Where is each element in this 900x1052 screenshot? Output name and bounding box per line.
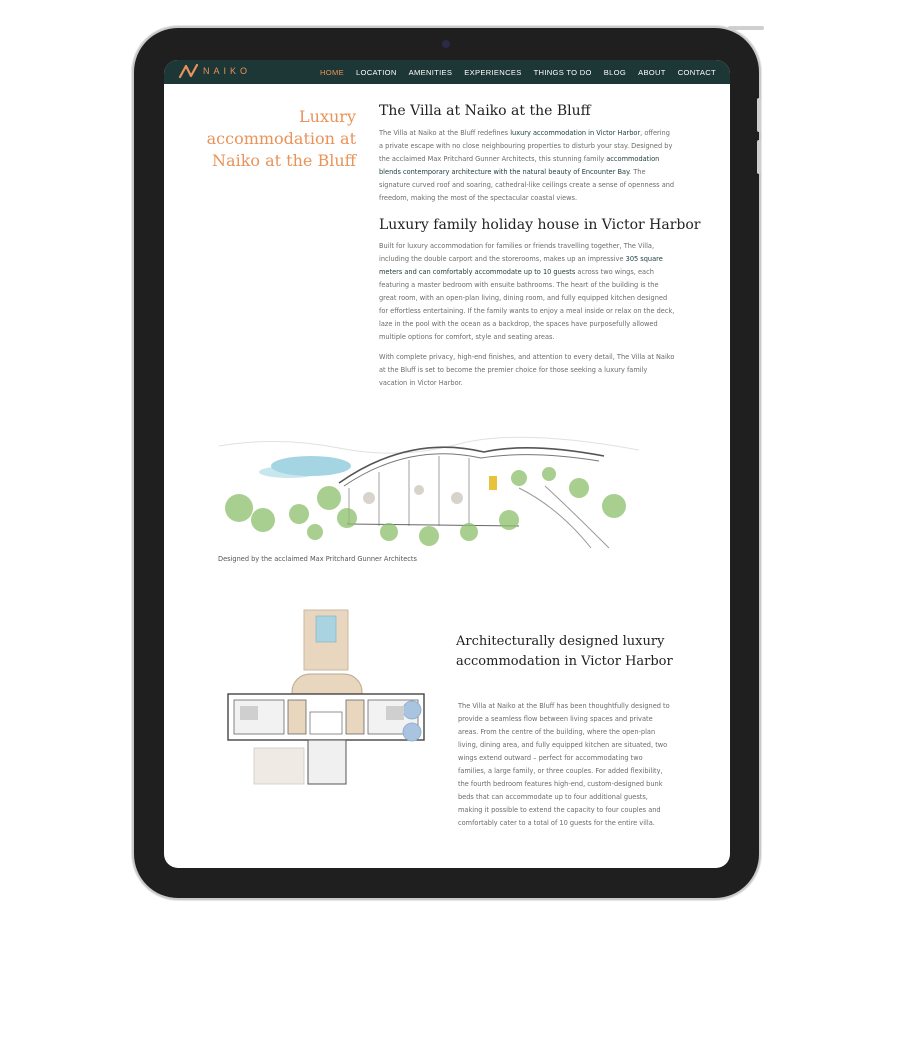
nav-item-location[interactable]: LOCATION [355, 67, 397, 77]
design-paragraph: The Villa at Naiko at the Bluff has been thoughtfully designed to provide a seamless flow between living spaces and private areas. From the centre of the building, where the open-plan living, dining area, and fully equipped kitchen are situated, two wings extend outward – perfect for accommodating two families, a large family, or three couples. For added flexibility, the fourth bedroom features high-end, custom-designed bunk beds that can accommodate up to four additional guests, making it possible to extend the capacity to four couples and comfortably cater to a total of 10 guests for the entire villa. [458, 702, 670, 827]
family-paragraph-2: With complete privacy, high-end finishes, and attention to every detail, The Villa at Naiko at the Bluff is set to become the premier choice for those seeking a luxury family vacation in Victor Harbor. [379, 353, 675, 387]
main-menu [320, 60, 716, 84]
nav-item-home[interactable]: HOME [319, 67, 344, 77]
nav-item-contact[interactable]: CONTACT [677, 67, 716, 77]
family-title: Luxury family holiday house in Victor Harbor [379, 217, 701, 233]
nav-item-about[interactable]: ABOUT [638, 67, 666, 77]
text-run: The Villa at Naiko at the Bluff redefines [379, 129, 511, 137]
text-run: . The signature curved roof and soaring, cathedral-like ceilings create a sense of openness and freedom, making the most of the spectacular coastal views. [379, 168, 675, 202]
naiko-logo-icon [178, 62, 200, 80]
floor-plan-image [226, 608, 426, 788]
text-run: across two wings, each featuring a master bedroom with ensuite bathrooms. The heart of the building is the great room, with an open-plan living, dining room, and fully equipped kitchen designed for effortless entertaining. If the family wants to enjoy a meal inside or relax on the deck, laze in the pool with the ocean as a backdrop, the spaces have purposefully allowed multiple options for comfort, style and seating areas. [379, 268, 675, 341]
text-run: Built for luxury accommodation for families or friends travelling together, The Villa, including the double carport and the storerooms, makes up an impressive [379, 242, 655, 263]
villa-intro-paragraph [379, 127, 675, 205]
nav-item-experiences[interactable]: EXPERIENCES [464, 67, 522, 77]
side-heading: Luxury accommodation at Naiko at the Bluff [206, 107, 356, 170]
family-paragraph-1 [379, 240, 675, 344]
camera-icon [442, 40, 450, 48]
volume-button-2 [757, 140, 761, 174]
villa-sketch-image [219, 428, 639, 550]
sketch-caption: Designed by the acclaimed Max Pritchard Gunner Architects [218, 555, 417, 563]
logo[interactable] [178, 62, 251, 80]
encounter-bay-link[interactable]: accommodation blends contemporary architecture with the natural beauty of Encounter Bay [379, 155, 660, 176]
victor-harbor-link[interactable]: luxury accommodation in Victor Harbor [510, 129, 641, 137]
volume-button [757, 98, 761, 132]
power-button [728, 26, 764, 30]
top-nav [164, 60, 730, 84]
text-run: , offering a private escape with no close neighbouring properties to disturb your stay. Designed by the acclaimed Max Pritchard Gunner Architects, this stunning family [379, 129, 673, 163]
capacity-link[interactable]: 305 square meters and can comfortably accommodate up to 10 guests [379, 255, 663, 276]
nav-item-things-to-do[interactable]: THINGS TO DO [533, 67, 592, 77]
villa-title: The Villa at Naiko at the Bluff [379, 103, 591, 119]
design-title: Architecturally designed luxury accommodation in Victor Harbor [456, 634, 673, 669]
nav-item-blog[interactable]: BLOG [603, 67, 627, 77]
browser-screen [164, 60, 730, 868]
logo-text: NAIKO [203, 66, 252, 76]
nav-item-amenities[interactable]: AMENITIES [408, 67, 453, 77]
